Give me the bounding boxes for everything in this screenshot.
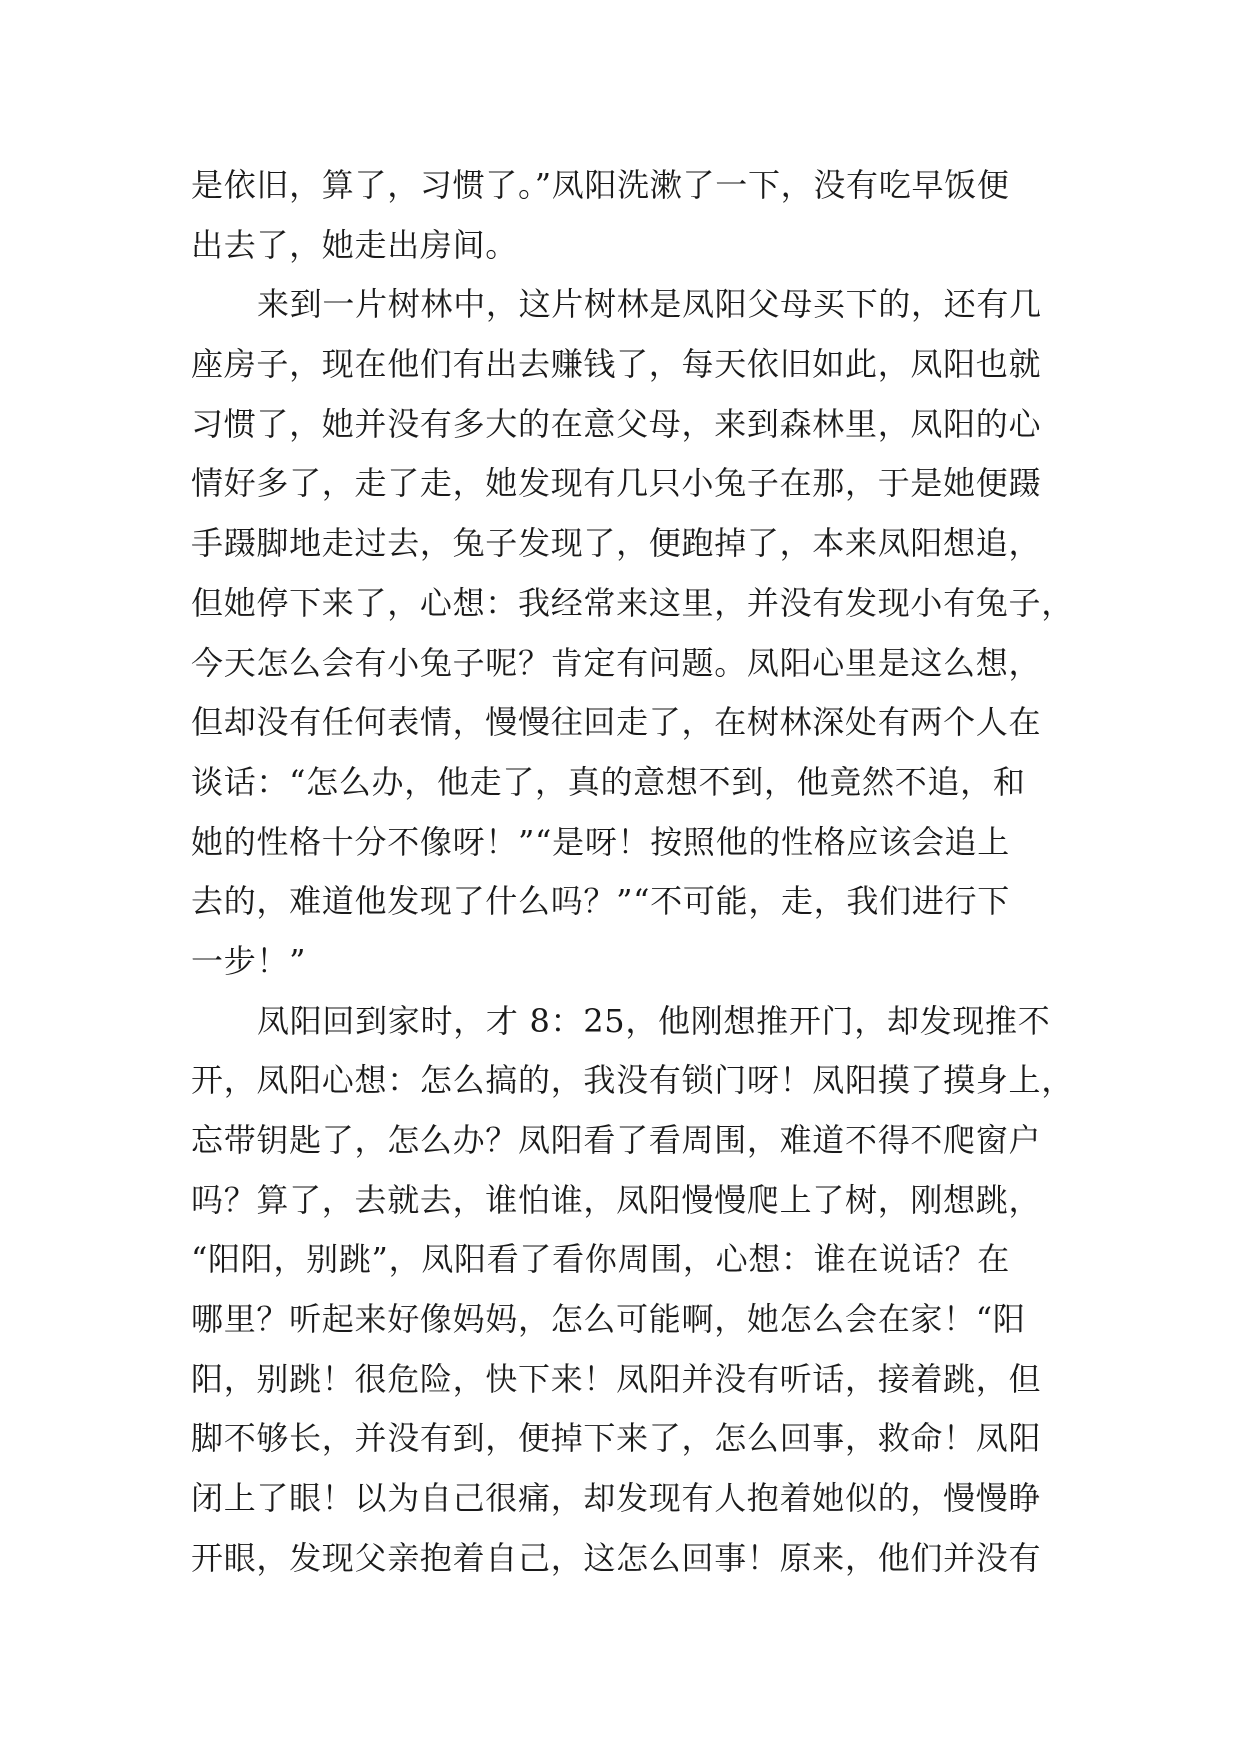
text-line-13: 去的，难道他发现了什么吗？”“不可能，走，我们进行下 — [191, 882, 1010, 921]
text-line-22: 脚不够长，并没有到，便掉下来了，怎么回事，救命！凤阳 — [191, 1419, 1042, 1458]
text-line-20: 哪里？听起来好像妈妈，怎么可能啊，她怎么会在家！“阳 — [191, 1300, 1026, 1339]
text-line-2: 出去了，她走出房间。 — [191, 225, 519, 264]
body-text — [191, 156, 1074, 1589]
text-line-18: 吗？算了，去就去，谁怕谁，凤阳慢慢爬上了树，刚想跳， — [191, 1180, 1042, 1219]
paragraph-start-line-3: 来到一片树林中，这片树林是凤阳父母买下的，还有几 — [257, 285, 1042, 324]
text-line-23: 闭上了眼！以为自己很痛，却发现有人抱着她似的，慢慢睁 — [191, 1479, 1042, 1518]
text-line-17: 忘带钥匙了，怎么办？凤阳看了看周围，难道不得不爬窗户 — [191, 1121, 1042, 1159]
text-line-21: 阳，别跳！很危险，快下来！凤阳并没有听话，接着跳，但 — [191, 1359, 1042, 1398]
text-line-8: 但她停下来了，心想：我经常来这里，并没有发现小有兔子， — [191, 583, 1074, 622]
text-line-10: 但却没有任何表情，慢慢往回走了，在树林深处有两个人在 — [191, 703, 1042, 742]
text-line-4: 座房子，现在他们有出去赚钱了，每天依旧如此，凤阳也就 — [191, 345, 1042, 384]
paragraph-start-line-15: 凤阳回到家时，才 8：25，他刚想推开门，却发现推不 — [257, 1001, 1051, 1040]
text-line-6: 情好多了，走了走，她发现有几只小兔子在那，于是她便蹑 — [191, 464, 1042, 503]
text-line-12: 她的性格十分不像呀！”“是呀！按照他的性格应该会追上 — [191, 822, 1010, 861]
text-line-24: 开眼，发现父亲抱着自己，这怎么回事！原来，他们并没有 — [191, 1538, 1042, 1577]
text-line-9: 今天怎么会有小兔子呢？肯定有问题。凤阳心里是这么想， — [191, 643, 1042, 682]
text-line-5: 习惯了，她并没有多大的在意父母，来到森林里，凤阳的心 — [191, 404, 1042, 443]
text-line-19: “阳阳，别跳”，凤阳看了看你周围，心想：谁在说话？在 — [191, 1240, 1010, 1279]
text-line-16: 开，凤阳心想：怎么搞的，我没有锁门呀！凤阳摸了摸身上， — [191, 1061, 1074, 1100]
text-line-11: 谈话：“怎么办，他走了，真的意想不到，他竟然不追，和 — [191, 762, 1026, 801]
text-line-7: 手蹑脚地走过去，兔子发现了，便跑掉了，本来凤阳想追， — [191, 524, 1042, 563]
text-line-1: 是依旧，算了，习惯了。”凤阳洗漱了一下，没有吃早饭便 — [191, 166, 1010, 204]
text-line-14: 一步！” — [191, 941, 307, 980]
